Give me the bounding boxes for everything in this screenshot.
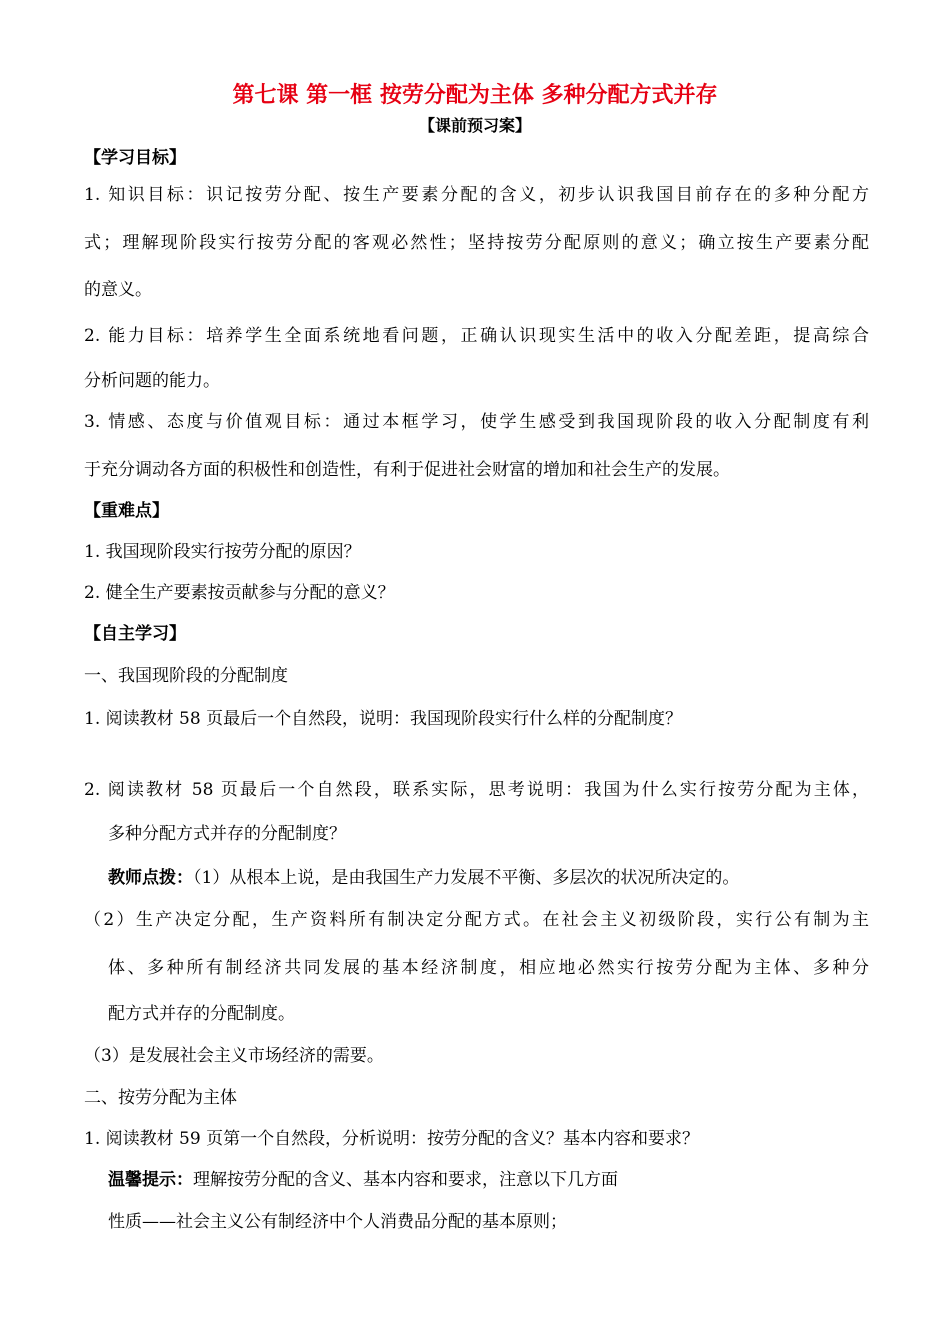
question-1: 1. 阅读教材 58 页最后一个自然段，说明：我国现阶段实行什么样的分配制度？ (84, 709, 683, 729)
section-1-heading: 一、我国现阶段的分配制度 (84, 666, 288, 686)
warm-tip-label: 温馨提示： (108, 1170, 193, 1190)
goals-heading: 【学习目标】 (84, 148, 186, 168)
teacher-tip-point-2-line-3: 配方式并存的分配制度。 (108, 1004, 295, 1024)
warm-tip-text: 理解按劳分配的含义、基本内容和要求，注意以下几方面 (193, 1170, 618, 1190)
page-title: 第七课 第一框 按劳分配为主体 多种分配方式并存 (232, 83, 718, 108)
key-point-2: 2. 健全生产要素按贡献参与分配的意义？ (84, 583, 395, 603)
goal-2-line-2: 分析问题的能力。 (84, 371, 220, 391)
goal-1-line-1: 1. 知识目标：识记按劳分配、按生产要素分配的含义，初步认识我国目前存在的多种分配方 (84, 185, 869, 205)
teacher-tip-line (108, 864, 739, 892)
teacher-tip-label: 教师点拨： (108, 868, 193, 888)
teacher-tip-point-1: （1）从根本上说，是由我国生产力发展不平衡、多层次的状况所决定的。 (193, 868, 740, 888)
goal-1-line-2: 式；理解现阶段实行按劳分配的客观必然性；坚持按劳分配原则的意义；确立按生产要素分配 (84, 233, 869, 253)
goal-1-line-3: 的意义。 (84, 280, 152, 300)
nature-line: 性质——社会主义公有制经济中个人消费品分配的基本原则； (108, 1212, 567, 1232)
teacher-tip-point-3: （3）是发展社会主义市场经济的需要。 (84, 1046, 384, 1066)
warm-tip-line (108, 1166, 618, 1194)
page-subtitle: 【课前预习案】 (418, 116, 531, 135)
question-2-line-1: 2. 阅读教材 58 页最后一个自然段，联系实际，思考说明：我国为什么实行按劳分配为主体， (84, 780, 869, 800)
goal-2-line-1: 2. 能力目标：培养学生全面系统地看问题，正确认识现实生活中的收入分配差距，提高综合 (84, 326, 869, 346)
question-2-line-2: 多种分配方式并存的分配制度？ (108, 824, 346, 844)
teacher-tip-point-2-line-2: 体、多种所有制经济共同发展的基本经济制度，相应地必然实行按劳分配为主体、多种分 (108, 958, 869, 978)
goal-3-line-2: 于充分调动各方面的积极性和创造性，有利于促进社会财富的增加和社会生产的发展。 (84, 460, 730, 480)
goal-3-line-1: 3. 情感、态度与价值观目标：通过本框学习，使学生感受到我国现阶段的收入分配制度有利 (84, 412, 869, 432)
key-points-heading: 【重难点】 (84, 501, 169, 521)
section-2-heading: 二、按劳分配为主体 (84, 1088, 237, 1108)
question-3: 1. 阅读教材 59 页第一个自然段，分析说明：按劳分配的含义？基本内容和要求？ (84, 1129, 700, 1149)
key-point-1: 1. 我国现阶段实行按劳分配的原因？ (84, 542, 361, 562)
teacher-tip-point-2-line-1: （2）生产决定分配，生产资料所有制决定分配方式。在社会主义初级阶段，实行公有制为主 (84, 910, 869, 930)
self-study-heading: 【自主学习】 (84, 624, 186, 644)
